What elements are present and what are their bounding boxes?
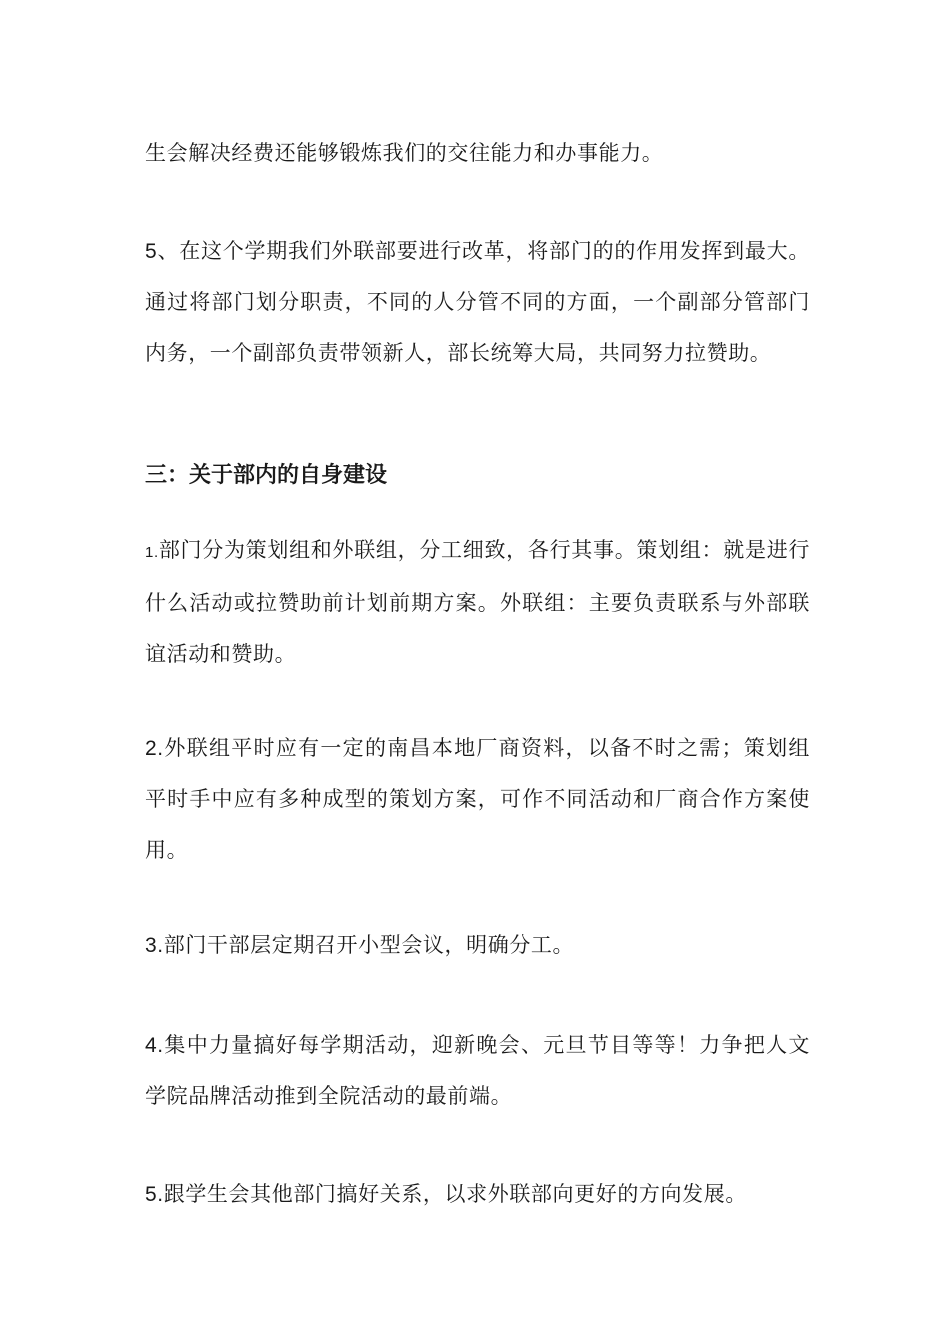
paragraph-text: 、在这个学期我们外联部要进行改革，将部门的的作用发挥到最大。通过将部门划分职责，不同的人分管不同的方面，一个副部分管部门内务，一个副部负责带领新人，部长统筹大局，共同努力拉赞助。 bbox=[145, 239, 810, 365]
list-item-number: 1. bbox=[145, 544, 159, 561]
list-item-number: 5. bbox=[145, 1183, 164, 1206]
list-item-text: 部门分为策划组和外联组，分工细致，各行其事。策划组：就是进行什么活动或拉赞助前计划前期方案。外联组：主要负责联系与外部联谊活动和赞助。 bbox=[145, 538, 810, 666]
list-item-text: 集中力量搞好每学期活动，迎新晚会、元旦节目等等！力争把人文学院品牌活动推到全院活动的最前端。 bbox=[145, 1033, 810, 1108]
list-item-text: 跟学生会其他部门搞好关系，以求外联部向更好的方向发展。 bbox=[163, 1182, 747, 1206]
section-heading: 三：关于部内的自身建设 bbox=[145, 463, 388, 488]
list-item-number: 3. bbox=[145, 934, 164, 957]
list-item-text: 外联组平时应有一定的南昌本地厂商资料，以备不时之需；策划组平时手中应有多种成型的策划方案，可作不同活动和厂商合作方案使用。 bbox=[145, 736, 810, 862]
list-item-3 bbox=[145, 920, 810, 971]
paragraph-item-5-reform bbox=[145, 226, 810, 379]
paragraph-text: 生会解决经费还能够锻炼我们的交往能力和办事能力。 bbox=[145, 141, 664, 165]
list-item-1 bbox=[145, 525, 810, 680]
list-item-number: 4. bbox=[145, 1034, 164, 1057]
list-item-2 bbox=[145, 723, 810, 876]
list-item-5 bbox=[145, 1169, 810, 1220]
list-item-text: 部门干部层定期召开小型会议，明确分工。 bbox=[163, 933, 575, 957]
list-item-number: 2. bbox=[145, 737, 164, 760]
paragraph-continuation bbox=[145, 128, 810, 179]
list-item-4 bbox=[145, 1020, 810, 1122]
paragraph-number: 5 bbox=[145, 240, 158, 263]
